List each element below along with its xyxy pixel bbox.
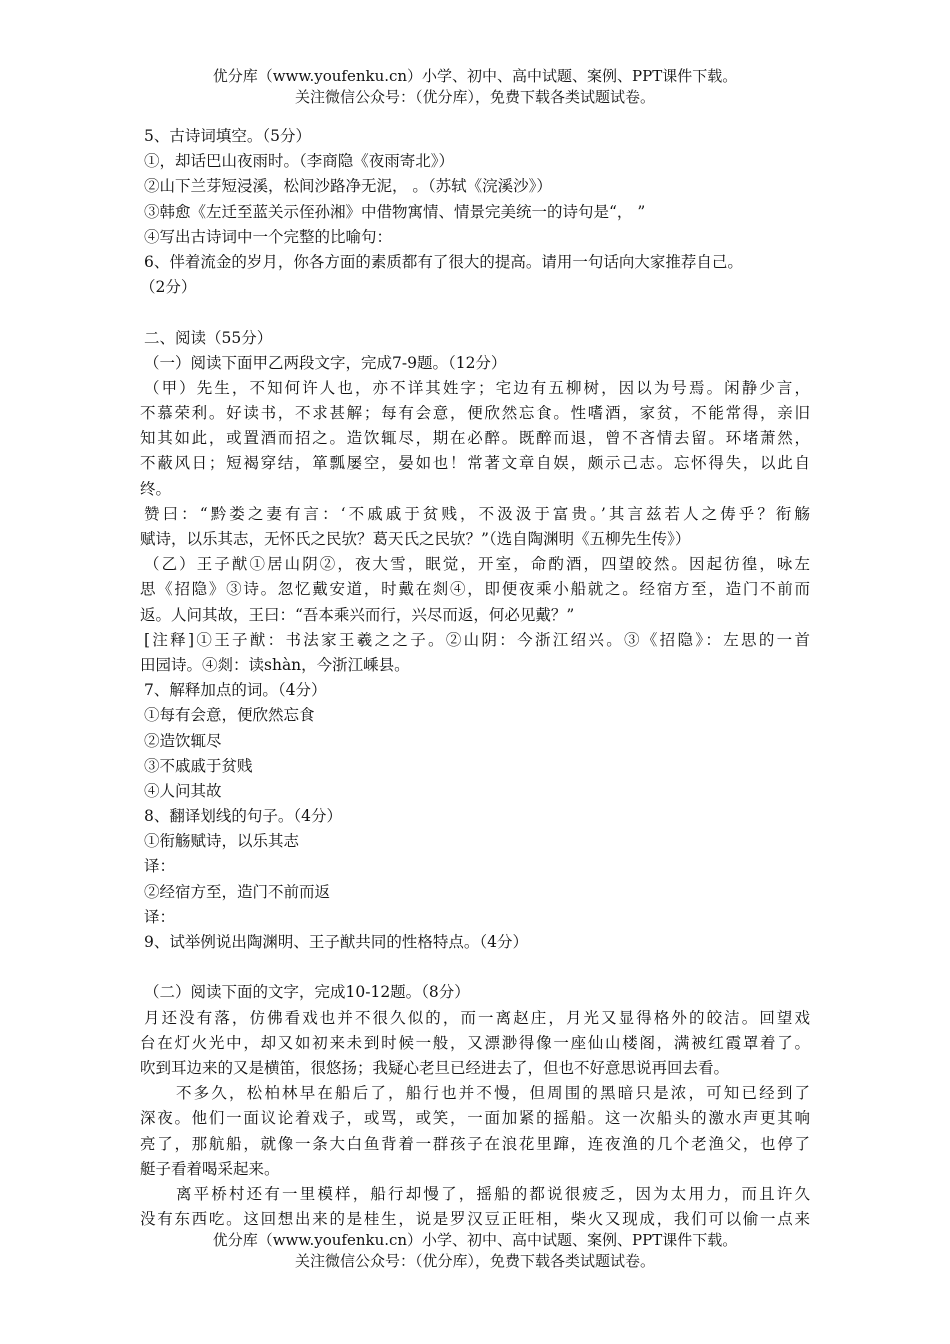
passage-2-line: 深夜。他们一面议论着戏子，或骂，或笑，一面加紧的摇船。这一次船头的激水声更其响 (140, 1109, 810, 1128)
passage-jia-line: 知其如此，或置酒而招之。造饮辄尽，期在必醉。既醉而退，曾不吝情去留。环堵萧然， (140, 429, 810, 448)
question-7-item: ④人问其故 (144, 781, 222, 800)
annotation-line: 田园诗。④剡：读shàn，今浙江嵊县。 (140, 655, 410, 674)
question-5-item-4: ④写出古诗词中一个完整的比喻句： (144, 227, 393, 246)
header-line-2: 关注微信公众号：（优分库），免费下载各类试题试卷。 (294, 88, 655, 106)
passage-2-line: 台在灯火光中，却又如初来未到时候一般，又漂渺得像一座仙山楼阁，满被红霞罩着了。 (140, 1033, 810, 1052)
passage-jia-zan-line: 赞曰：“黔娄之妻有言：‘不戚戚于贫贱，不汲汲于富贵。’其言兹若人之俦乎？衔觞 (144, 504, 810, 523)
question-5-item-1: ①，却话巴山夜雨时。（李商隐《夜雨寄北》） (144, 152, 455, 171)
question-8-item: ①衔觞赋诗，以乐其志 (144, 832, 300, 851)
passage-jia-line: （甲）先生，不知何许人也，亦不详其姓字；宅边有五柳树，因以为号焉。闲静少言， (144, 378, 810, 397)
question-7-item: ①每有会意，便欣然忘食 (144, 706, 315, 725)
question-7-item: ③不戚戚于贫贱 (144, 756, 253, 775)
reading-1-instruction: （一）阅读下面甲乙两段文字，完成7-9题。（12分） (144, 353, 507, 372)
question-6-text: 6、伴着流金的岁月，你各方面的素质都有了很大的提高。请用一句话向大家推荐自己。 (144, 252, 743, 271)
annotation-line: [注释]①王子猷：书法家王羲之之子。②山阴：今浙江绍兴。③《招隐》：左思的一首 (144, 630, 810, 649)
reading-2-instruction: （二）阅读下面的文字，完成10-12题。（8分） (144, 983, 470, 1002)
passage-jia-zan-line: 赋诗，以乐其志，无怀氏之民欤？葛天氏之民欤？”（选自陶渊明《五柳先生传》） (140, 530, 691, 548)
document-body (140, 124, 810, 1232)
question-7-item: ②造饮辄尽 (144, 731, 222, 750)
question-8-item: ②经宿方至，造门不前而返 (144, 882, 331, 901)
passage-yi-line: （乙）王子猷①居山阴②，夜大雪，眠觉，开室，命酌酒，四望皎然。因起彷徨，咏左 (144, 555, 810, 574)
translation-label: 译： (144, 907, 176, 926)
question-5-item-3: ③韩愈《左迁至蓝关示侄孙湘》中借物寓情、情景完美统一的诗句是“， ” (144, 202, 646, 221)
blank-line (140, 955, 810, 980)
passage-2-line: 艇子看着喝采起来。 (140, 1159, 280, 1178)
passage-2-line: 离平桥村还有一里模样，船行却慢了，摇船的都说很疲乏，因为太用力，而且许久 (176, 1184, 810, 1203)
page-header (0, 66, 950, 108)
question-5-title: 5、古诗词填空。（5分） (144, 127, 311, 145)
section-reading-title: 二、阅读（55分） (144, 328, 273, 347)
passage-yi-line: 思《招隐》③诗。忽忆戴安道，时戴在剡④，即便夜乘小船就之。经宿方至，造门不前而 (140, 580, 810, 599)
question-6-score: （2分） (140, 278, 197, 297)
question-8-title: 8、翻译划线的句子。（4分） (144, 807, 342, 826)
passage-yi-line: 返。人问其故，王曰：“吾本乘兴而行，兴尽而返，何必见戴？” (140, 605, 575, 624)
page-footer (0, 1230, 950, 1272)
passage-2-line: 没有东西吃。这回想出来的是桂生，说是罗汉豆正旺相，柴火又现成，我们可以偷一点来 (140, 1210, 810, 1229)
passage-jia-line: 终。 (140, 479, 172, 498)
passage-2-line: 月还没有落，仿佛看戏也并不很久似的，而一离赵庄，月光又显得格外的皎洁。回望戏 (144, 1008, 810, 1027)
header-line-1: 优分库（www.youfenku.cn）小学、初中、高中试题、案例、PPT课件下载。 (212, 67, 738, 85)
question-5-item-2: ②山下兰芽短浸溪，松间沙路净无泥， 。（苏轼《浣溪沙》） (144, 177, 552, 196)
translation-label: 译： (144, 857, 176, 876)
passage-2-line: 不多久，松柏林早在船后了，船行也并不慢，但周围的黑暗只是浓，可知已经到了 (176, 1084, 810, 1103)
passage-2-line: 吹到耳边来的又是横笛，很悠扬；我疑心老旦已经进去了，但也不好意思说再回去看。 (140, 1058, 730, 1077)
passage-jia-line: 不蔽风日；短褐穿结，箪瓢屡空，晏如也！常著文章自娱，颇示己志。忘怀得失，以此自 (140, 454, 810, 473)
question-9-title: 9、试举例说出陶渊明、王子猷共同的性格特点。（4分） (144, 933, 528, 951)
passage-2-line: 亮了，那航船，就像一条大白鱼背着一群孩子在浪花里蹿，连夜渔的几个老渔父，也停了 (140, 1134, 810, 1153)
footer-line-1: 优分库（www.youfenku.cn）小学、初中、高中试题、案例、PPT课件下载。 (212, 1231, 738, 1249)
blank-line (140, 300, 810, 325)
footer-line-2: 关注微信公众号：（优分库），免费下载各类试题试卷。 (294, 1252, 655, 1270)
passage-jia-line: 不慕荣利。好读书，不求甚解；每有会意，便欣然忘食。性嗜酒，家贫，不能常得，亲旧 (140, 404, 810, 423)
question-7-title: 7、解释加点的词。（4分） (144, 681, 327, 700)
